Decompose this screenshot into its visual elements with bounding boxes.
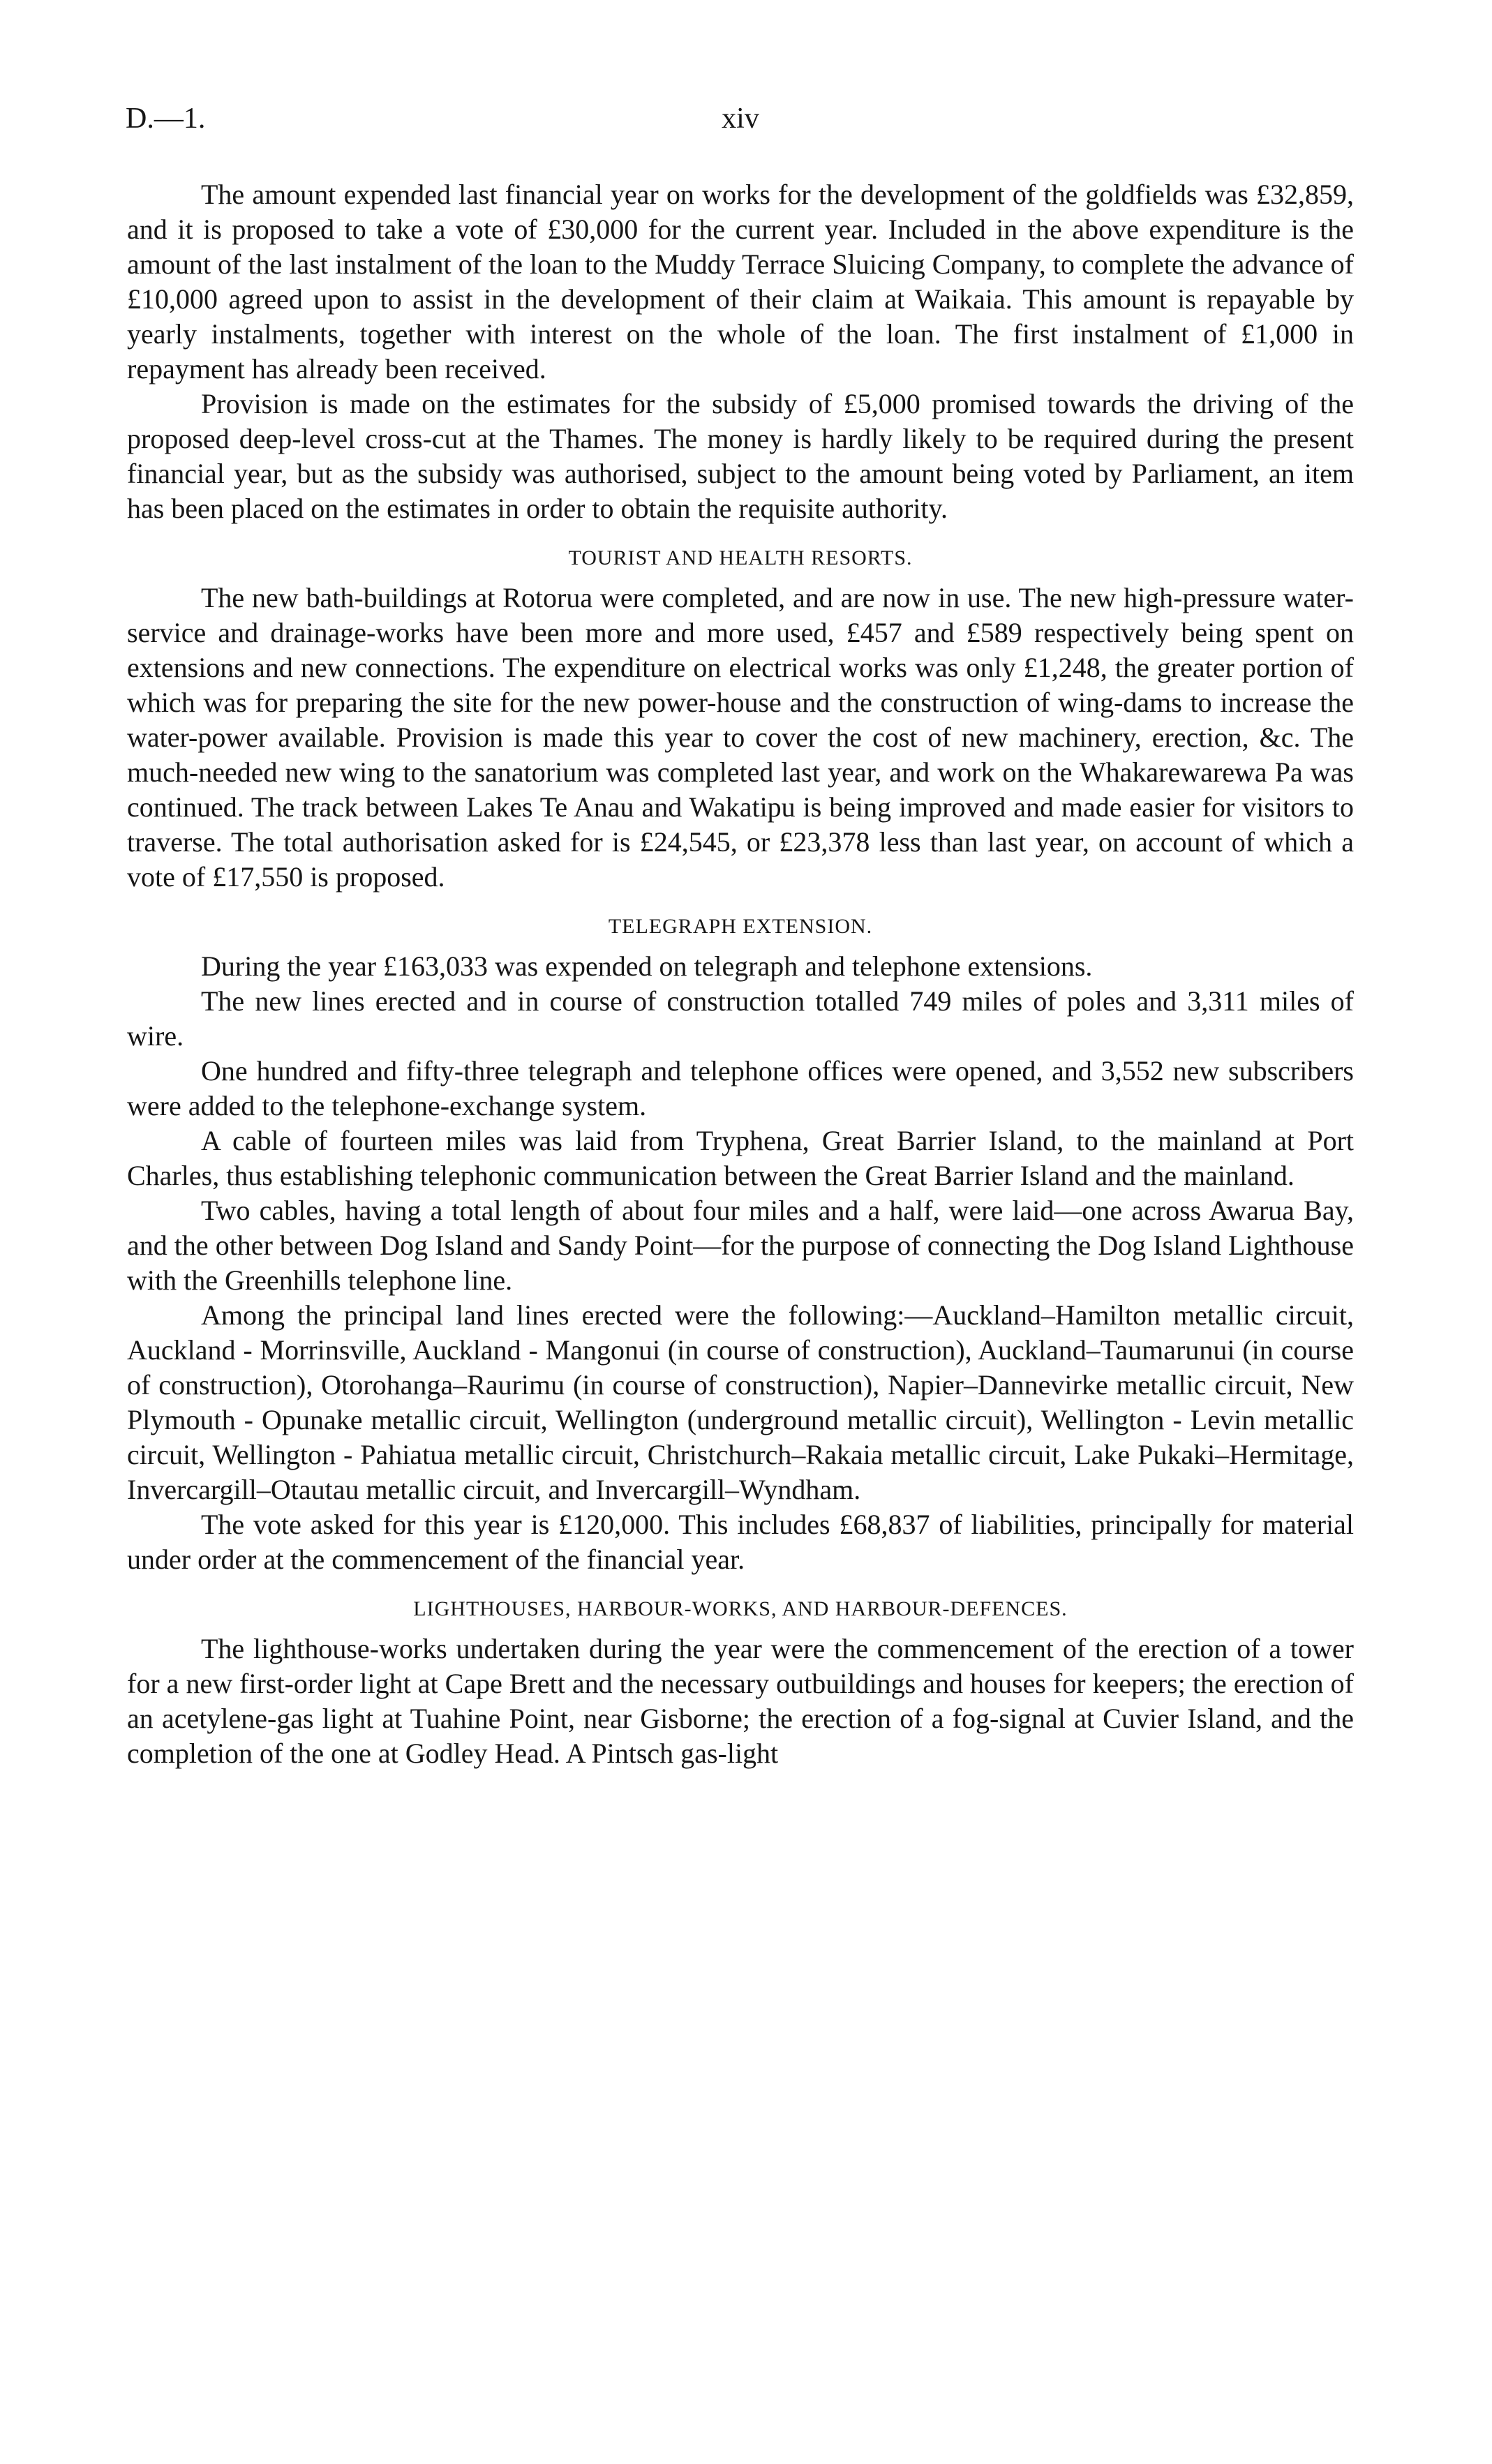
paragraph: A cable of fourteen miles was laid from Tryphena, Great Barrier Island, to the mainland at Port Charles, thus establishing telephonic communication between the Great Barrier Island and the mainland. [127, 1125, 1354, 1191]
paragraph: The vote asked for this year is £120,000. This includes £68,837 of liabilities, principally for material under order at the commencement of the financial year. [127, 1509, 1354, 1575]
document-body [127, 177, 1354, 1771]
paragraph: One hundred and fifty-three telegraph and telephone offices were opened, and 3,552 new subscribers were added to the telephone-exchange system. [127, 1055, 1354, 1121]
paragraph: The new lines erected and in course of construction totalled 749 miles of poles and 3,311 miles of wire. [127, 985, 1354, 1052]
paragraph: The lighthouse-works undertaken during the year were the commencement of the erection of a tower for a new first-order light at Cape Brett and the necessary outbuildings and houses for keepers; the erection of an acetylene-gas light at Tuahine Point, near Gisborne; the erection of a fog-signal at Cuvier Island, and the completion of the one at Godley Head. A Pintsch gas-light [127, 1633, 1354, 1769]
page-number: xiv [722, 103, 759, 135]
section-heading: LIGHTHOUSES, HARBOUR-WORKS, AND HARBOUR-DEFENCES. [413, 1597, 1068, 1620]
paragraph: During the year £163,033 was expended on telegraph and telephone extensions. [201, 950, 1093, 982]
document-reference: D.—1. [126, 103, 206, 135]
section-tourist-health-resorts [127, 542, 1354, 895]
paragraph: Provision is made on the estimates for the subsidy of £5,000 promised towards the driving of the proposed deep-level cross-cut at the Thames. The money is hardly likely to be required during the present financial year, but as the subsidy was authorised, subject to the amount being voted by Parliament, an item has been placed on the estimates in order to obtain the requisite authority. [127, 388, 1354, 524]
section-heading: TOURIST AND HEALTH RESORTS. [568, 546, 913, 569]
section-telegraph-extension [127, 910, 1354, 1577]
paragraph: Two cables, having a total length of about four miles and a half, were laid—one across Awarua Bay, and the other between Dog Island and Sandy Point—for the purpose of connecting the Dog Island Lighthouse with the Greenhills telephone line. [127, 1195, 1354, 1296]
section-goldfields [127, 177, 1354, 526]
paragraph: The new bath-buildings at Rotorua were completed, and are now in use. The new high-pressure water-service and drainage-works have been more and more used, £457 and £589 respectively being spent on extensions and new connections. The expenditure on electrical works was only £1,248, the greater portion of which was for preparing the site for the new power-house and the construction of wing-dams to increase the water-power available. Provision is made this year to cover the cost of new machinery, erection, &c. The much-needed new wing to the sanatorium was completed last year, and work on the Whakarewarewa Pa was continued. The track between Lakes Te Anau and Wakatipu is being improved and made easier for visitors to traverse. The total authorisation asked for is £24,545, or £23,378 less than last year, on account of which a vote of £17,550 is proposed. [127, 582, 1354, 893]
paragraph: The amount expended last financial year on works for the development of the goldfields was £32,859, and it is proposed to take a vote of £30,000 for the current year. Included in the above expenditure is the amount of the last instalment of the loan to the Muddy Terrace Sluicing Company, to complete the advance of £10,000 agreed upon to assist in the development of their claim at Waikaia. This amount is repayable by yearly instalments, together with interest on the whole of the loan. The first instalment of £1,000 in repayment has already been received. [127, 179, 1354, 384]
section-heading: TELEGRAPH EXTENSION. [608, 915, 873, 938]
section-lighthouses-harbour [127, 1592, 1354, 1771]
page-header [126, 98, 1355, 140]
paragraph: Among the principal land lines erected were the following:—Auckland–Hamilton metallic circuit, Auckland - Morrinsville, Auckland - Mangonui (in course of construction), Auckland–Taumarunui (in course of construction), Otorohanga–Raurimu (in course of construction), Napier–Dannevirke metallic circuit, New Plymouth - Opunake metallic circuit, Wellington (underground metallic circuit), Wellington - Levin metallic circuit, Wellington - Pahiatua metallic circuit, Christchurch–Rakaia metallic circuit, Lake Pukaki–Hermitage, Invercargill–Otautau metallic circuit, and Invercargill–Wyndham. [127, 1299, 1354, 1505]
